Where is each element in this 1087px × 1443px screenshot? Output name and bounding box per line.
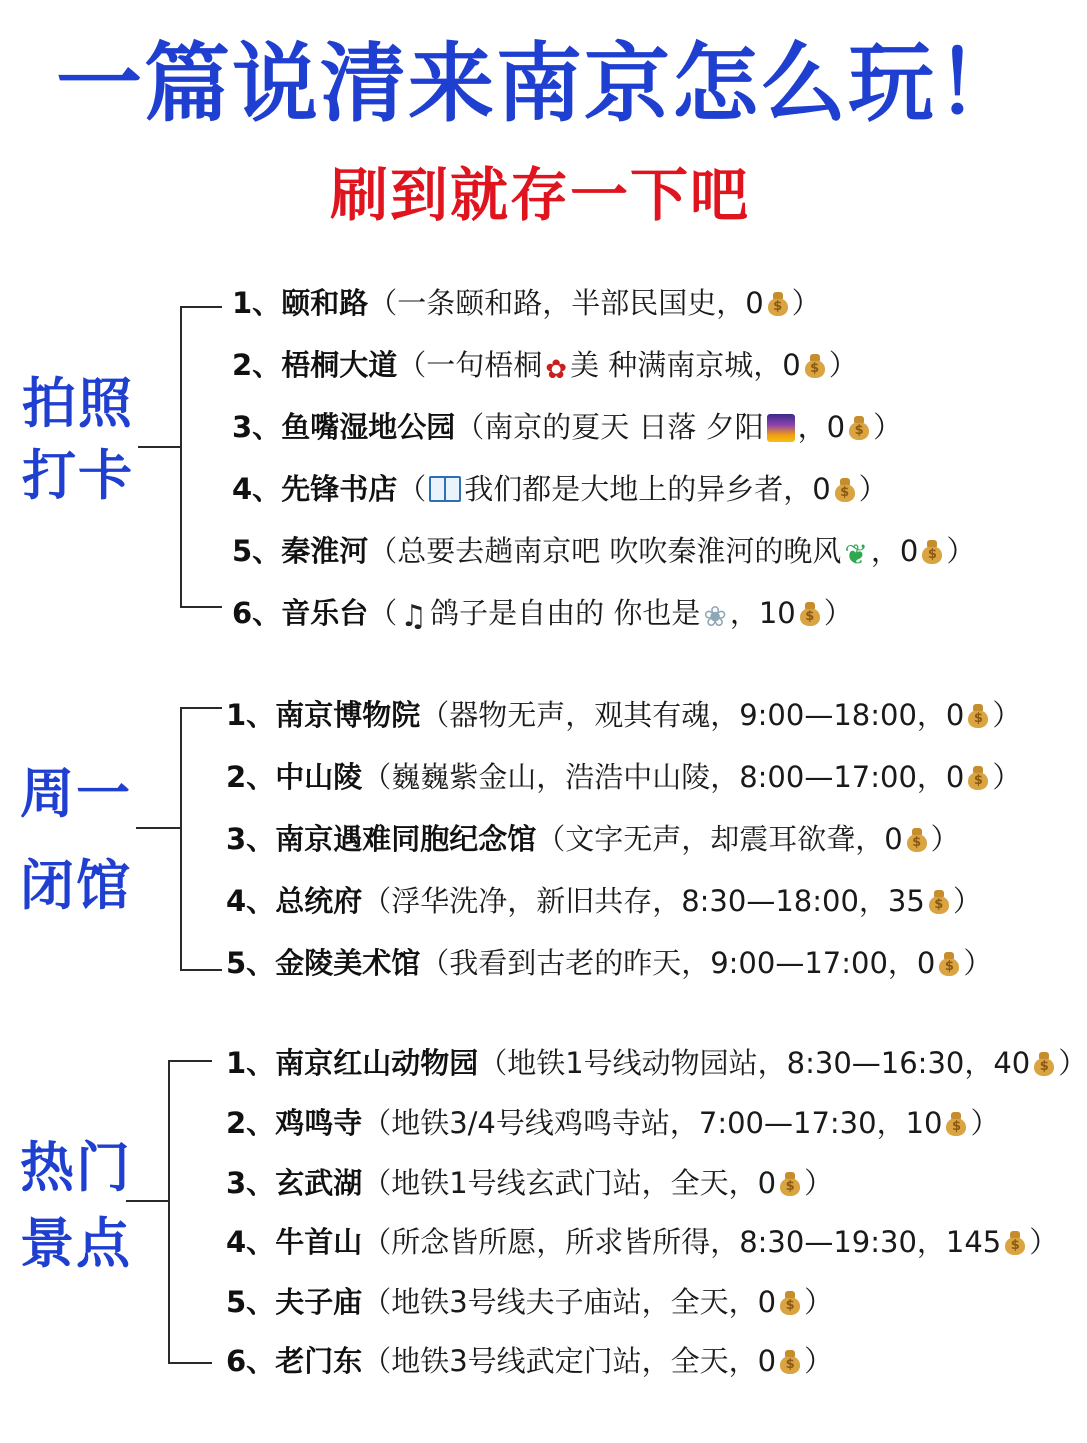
- money-bag-icon: [927, 889, 951, 915]
- herb-icon: ❦: [844, 538, 868, 571]
- list-item: 6、音乐台（ ♫ 鸽子是自由的 你也是 ❀ ，10 $ ）: [232, 593, 853, 637]
- list-item: 2、中山陵（巍巍紫金山，浩浩中山陵，8:00—17:00，0 $ ）: [226, 757, 1021, 797]
- money-bag-icon: [766, 291, 790, 317]
- list-item: 4、牛首山（所念皆所愿，所求皆所得，8:30—19:30，145 $ ）: [226, 1222, 1058, 1262]
- list-item: 5、秦淮河（总要去趟南京吧 吹吹秦淮河的晚风 ❦ ，0 $ ）: [232, 531, 975, 575]
- money-bag-icon: [778, 1349, 802, 1375]
- money-bag-icon: [803, 353, 827, 379]
- list-item: 5、夫子庙（地铁3号线夫子庙站，全天，0 $ ）: [226, 1282, 833, 1322]
- book-icon: [429, 476, 461, 502]
- money-bag-icon: [847, 415, 871, 441]
- money-bag-icon: [920, 539, 944, 565]
- bracket: [180, 707, 222, 971]
- money-bag-icon: [937, 951, 961, 977]
- money-bag-icon: [778, 1171, 802, 1197]
- list-item: 1、南京红山动物园（地铁1号线动物园站，8:30—16:30，40 $ ）: [226, 1043, 1087, 1083]
- category-label: 拍照 打卡: [22, 372, 134, 507]
- list-item: 3、鱼嘴湿地公园（南京的夏天 日落 夕阳 ，0 $ ）: [232, 407, 902, 447]
- bracket-stem: [138, 446, 182, 448]
- money-bag-icon: [778, 1290, 802, 1316]
- money-bag-icon: [944, 1111, 968, 1137]
- page-subtitle: 刷到就存一下吧: [329, 161, 750, 229]
- maple-leaf-icon: ✿: [545, 355, 568, 385]
- category-label: 热门 景点: [20, 1136, 132, 1275]
- list-item: 5、金陵美术馆（我看到古老的昨天，9:00—17:00，0 $ ）: [226, 943, 992, 983]
- money-bag-icon: [833, 477, 857, 503]
- music-note-icon: ♫: [400, 599, 428, 634]
- list-item: 1、颐和路（一条颐和路，半部民国史，0 $ ）: [232, 283, 821, 323]
- list-item: 6、老门东（地铁3号线武定门站，全天，0 $ ）: [226, 1341, 833, 1381]
- money-bag-icon: [1032, 1051, 1056, 1077]
- bracket: [180, 306, 222, 608]
- money-bag-icon: [1003, 1230, 1027, 1256]
- list-item: 1、南京博物院（器物无声，观其有魂，9:00—18:00，0 $ ）: [226, 695, 1021, 735]
- category-label: 周一 闭馆: [20, 762, 132, 917]
- sunset-icon: [767, 414, 795, 442]
- list-item: 4、总统府（浮华洗净，新旧共存，8:30—18:00，35 $ ）: [226, 881, 982, 921]
- money-bag-icon: [905, 827, 929, 853]
- bracket-stem: [126, 1200, 170, 1202]
- money-bag-icon: [966, 703, 990, 729]
- list-item: 4、先锋书店（ 我们都是大地上的异乡者，0 $ ）: [232, 469, 888, 509]
- list-item: 2、梧桐大道（一句梧桐 ✿ 美 种满南京城，0 $ ）: [232, 345, 858, 390]
- page-title: 一篇说清来南京怎么玩！: [56, 34, 1024, 134]
- bracket-stem: [136, 827, 182, 829]
- money-bag-icon: [798, 601, 822, 627]
- list-item: 3、南京遇难同胞纪念馆（文字无声，却震耳欲聋，0 $ ）: [226, 819, 960, 859]
- money-bag-icon: [966, 765, 990, 791]
- list-item: 2、鸡鸣寺（地铁3/4号线鸡鸣寺站，7:00—17:30，10 $ ）: [226, 1103, 1000, 1143]
- list-item: 3、玄武湖（地铁1号线玄武门站，全天，0 $ ）: [226, 1163, 833, 1203]
- bracket: [168, 1060, 212, 1364]
- dove-icon: ❀: [703, 600, 727, 633]
